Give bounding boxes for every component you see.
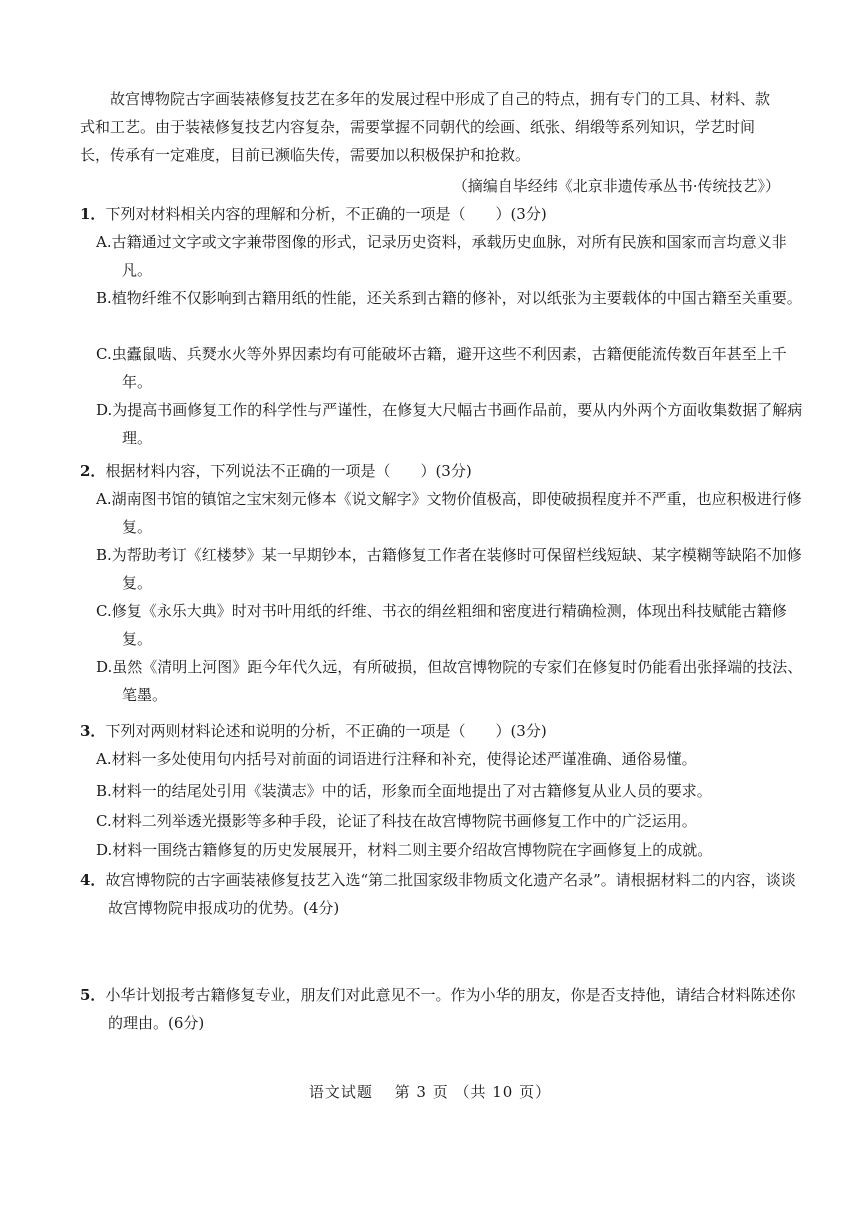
question-2 bbox=[80, 457, 782, 485]
question-2-number: 2． bbox=[80, 462, 106, 480]
page-footer: 语文试题 第 3 页 （共 10 页） bbox=[308, 1083, 552, 1101]
intro-paragraph: 故宫博物院古字画装裱修复技艺在多年的发展过程中形成了自己的特点，拥有专门的工具、材料、款式和工艺。由于装裱修复技艺内容复杂，需要掌握不同朝代的绘画、纸张、绢缎等系列知识，学艺时间长，传承有一定难度，目前已濒临失传，需要加以积极保护和抢救。 bbox=[80, 90, 771, 164]
question-1-option-d: D.为提高书画修复工作的科学性与严谨性，在修复大尺幅古书画作品前，要从内外两个方面收集数据了解病理。 bbox=[96, 401, 803, 447]
question-2-option-c: C.修复《永乐大典》时对书叶用纸的纤维、书衣的绢丝粗细和密度进行精确检测，体现出科技赋能古籍修复。 bbox=[96, 602, 787, 648]
question-2-option-a: A.湖南图书馆的镇馆之宝宋刻元修本《说文解字》文物价值极高，即使破损程度并不严重，也应积极进行修复。 bbox=[96, 490, 802, 536]
question-4-text: 故宫博物院的古字画装裱修复技艺入选“第二批国家级非物质文化遗产名录”。请根据材料二的内容，谈谈故宫博物院申报成功的优势。(4分) bbox=[105, 871, 796, 917]
question-1-option-b: B.植物纤维不仅影响到古籍用纸的性能，还关系到古籍的修补，对以纸张为主要载体的中国古籍至关重要。 bbox=[96, 289, 802, 307]
question-3-option-b: B.材料一的结尾处引用《装潢志》中的话，形象而全面地提出了对古籍修复从业人员的要求。 bbox=[96, 782, 712, 800]
question-1 bbox=[80, 200, 782, 228]
question-3 bbox=[80, 717, 782, 745]
question-1-number: 1． bbox=[80, 205, 106, 223]
question-2-option-d: D.虽然《清明上河图》距今年代久远，有所破损，但故宫博物院的专家们在修复时仍能看出张择端的技法、笔墨。 bbox=[96, 658, 803, 704]
question-1-option-c: C.虫蠹鼠啮、兵燹水火等外界因素均有可能破坏古籍，避开这些不利因素，古籍便能流传数百年甚至上千年。 bbox=[96, 345, 787, 391]
source-citation: （摘编自毕经纬《北京非遗传承丛书·传统技艺》） bbox=[452, 177, 780, 195]
question-1-text: 下列对材料相关内容的理解和分析，不正确的一项是（ ）(3分) bbox=[105, 205, 547, 223]
question-3-text: 下列对两则材料论述和说明的分析，不正确的一项是（ ）(3分) bbox=[105, 722, 547, 740]
question-3-option-a: A.材料一多处使用句内括号对前面的词语进行注释和补充，使得论述严谨准确、通俗易懂。 bbox=[96, 750, 697, 768]
question-2-option-b: B.为帮助考订《红楼梦》某一早期钞本，古籍修复工作者在装修时可保留栏线短缺、某字模糊等缺陷不加修复。 bbox=[96, 546, 802, 592]
question-4 bbox=[80, 866, 810, 922]
question-3-option-c: C.材料二列举透光摄影等多种手段，论证了科技在故宫博物院书画修复工作中的广泛运用。 bbox=[96, 812, 697, 830]
question-4-number: 4． bbox=[80, 871, 106, 889]
question-5 bbox=[80, 981, 810, 1037]
question-3-number: 3． bbox=[80, 722, 106, 740]
question-5-text: 小华计划报考古籍修复专业，朋友们对此意见不一。作为小华的朋友，你是否支持他，请结合材料陈述你的理由。(6分) bbox=[105, 986, 796, 1032]
question-5-number: 5． bbox=[80, 986, 106, 1004]
question-1-option-a: A.古籍通过文字或文字兼带图像的形式，记录历史资料，承载历史血脉，对所有民族和国家而言均意义非凡。 bbox=[96, 233, 787, 279]
question-2-text: 根据材料内容，下列说法不正确的一项是（ ）(3分) bbox=[105, 462, 472, 480]
question-3-option-d: D.材料一围绕古籍修复的历史发展展开，材料二则主要介绍故宫博物院在字画修复上的成就。 bbox=[96, 841, 713, 859]
